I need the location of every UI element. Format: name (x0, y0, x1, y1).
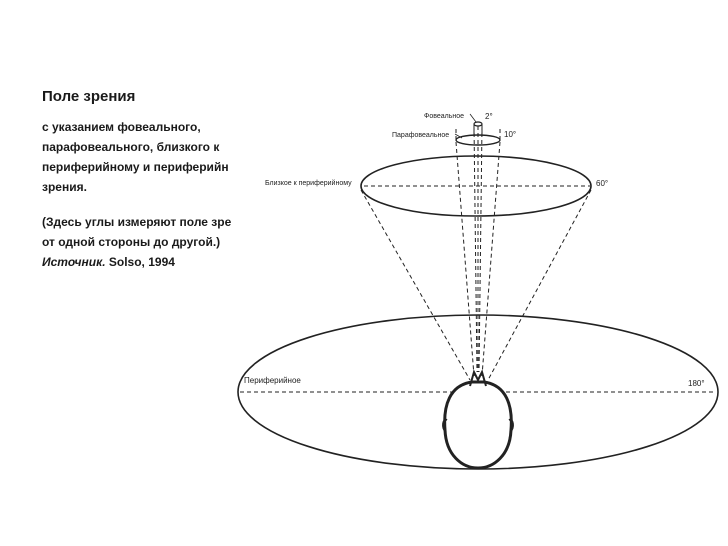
label-near-peripheral: Близкое к периферийному (265, 180, 352, 187)
desc-line: периферийному и периферийн (42, 160, 229, 174)
source-text: Solso, 1994 (105, 255, 175, 269)
note-line: (Здесь углы измеряют поле зре (42, 215, 232, 229)
label-peripheral-angle: 180° (688, 379, 705, 388)
foveal-ellipse (474, 122, 482, 126)
label-near-peripheral-angle: 60° (596, 179, 609, 188)
label-parafoveal-angle: 10° (504, 130, 517, 139)
head-icon (443, 372, 513, 468)
slide-title: Поле зрения (42, 88, 136, 105)
label-foveal-angle: 2° (485, 112, 493, 121)
label-parafoveal: Парафовеальное (392, 132, 450, 139)
source-label: Источник. (42, 255, 106, 269)
projection-lines (240, 126, 716, 392)
desc-line: парафовеального, близкого к (42, 140, 220, 154)
label-foveal: Фовеальное (424, 113, 465, 120)
desc-line: зрения. (42, 180, 87, 194)
note-line: от одной стороны до другой.) (42, 235, 221, 249)
label-peripheral: Периферийное (244, 376, 301, 385)
desc-line: с указанием фовеального, (42, 120, 201, 134)
